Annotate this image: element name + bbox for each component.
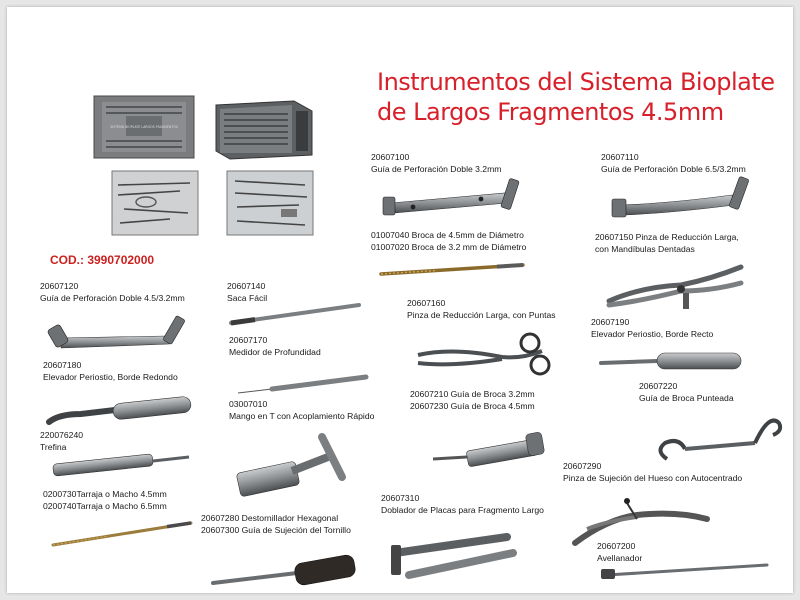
label-trefina: 220076240 Trefina	[40, 430, 84, 452]
case-open-image	[212, 97, 317, 162]
drill-guide-image	[427, 423, 557, 469]
product-code: COD.: 3990702000	[50, 253, 155, 267]
label-guia-perf-doble-65: 20607110 Guía de Perforación Doble 6.5/3.2mm	[601, 152, 746, 174]
label-broca: 01007040 Broca de 4.5mm de Diámetro 01007020 Broca de 3.2 mm de Diámetro	[371, 230, 527, 252]
tray-image-2	[225, 169, 315, 237]
label-pinza-sujecion: 20607290 Pinza de Sujeción del Hueso con Autocentrado	[563, 461, 743, 483]
reduction-forceps-points-image	[412, 329, 557, 384]
case-lid-text: SISTEMA BIOPLATE LARGOS FRAGMENTOS	[110, 125, 178, 129]
tray-image-1	[110, 169, 200, 237]
tap-image	[47, 517, 197, 551]
label-saca-facil: 20607140 Saca Fácil	[227, 281, 268, 303]
reduction-forceps-toothed-image	[601, 261, 751, 317]
label-avellanador: 20607200 Avellanador	[597, 541, 643, 563]
case-lid-image	[92, 94, 197, 162]
trephine-image	[47, 445, 197, 479]
periosteal-elevator-straight-image	[597, 347, 747, 377]
label-destornillador: 20607280 Destornillador Hexagonal 20607300 Guía de Sujeción del Tornillo	[201, 513, 351, 535]
drill-guide-double-32-image	[377, 175, 527, 221]
drill-guide-pointed-image	[647, 409, 787, 469]
label-elevador-redondo: 20607180 Elevador Periostio, Borde Redondo	[43, 360, 178, 382]
label-guia-broca: 20607210 Guía de Broca 3.2mm 20607230 Guía de Broca 4.5mm	[410, 389, 535, 411]
catalog-sheet	[7, 7, 793, 593]
plate-bender-image	[387, 523, 522, 581]
label-medidor: 20607170 Medidor de Profundidad	[229, 335, 321, 357]
countersink-image	[597, 557, 777, 585]
drill-guide-double-65-image	[602, 175, 762, 221]
label-guia-perf-doble-32: 20607100 Guía de Perforación Doble 3.2mm	[371, 152, 502, 174]
page-title	[377, 67, 797, 127]
label-mango-t: 03007010 Mango en T con Acoplamiento Rápido	[229, 399, 375, 421]
easy-out-image	[225, 297, 365, 331]
label-guia-punteada: 20607220 Guía de Broca Punteada	[639, 381, 734, 403]
self-centering-bone-forceps-image	[567, 489, 717, 553]
label-doblador: 20607310 Doblador de Placas para Fragmento Largo	[381, 493, 544, 515]
drill-bit-image	[377, 259, 527, 281]
label-pinza-mandibulas: 20607150 Pinza de Reducción Larga, con Mandíbulas Dentadas	[595, 232, 739, 254]
title-line-2: de Largos Fragmentos 4.5mm	[377, 98, 724, 126]
label-pinza-puntas: 20607160 Pinza de Reducción Larga, con Puntas	[407, 298, 556, 320]
depth-gauge-image	[232, 369, 372, 399]
label-tarraja: 0200730Tarraja o Macho 4.5mm 0200740Tarraja o Macho 6.5mm	[43, 489, 167, 511]
hex-screwdriver-image	[207, 545, 367, 591]
drill-guide-double-45-image	[47, 312, 192, 354]
label-elevador-recto: 20607190 Elevador Periostio, Borde Recto	[591, 317, 714, 339]
label-guia-perf-doble-45: 20607120 Guía de Perforación Doble 4.5/3.2mm	[40, 281, 185, 303]
title-line-1: Instrumentos del Sistema Bioplate	[377, 68, 775, 96]
periosteal-elevator-round-image	[45, 392, 195, 428]
t-handle-image	[232, 425, 362, 500]
